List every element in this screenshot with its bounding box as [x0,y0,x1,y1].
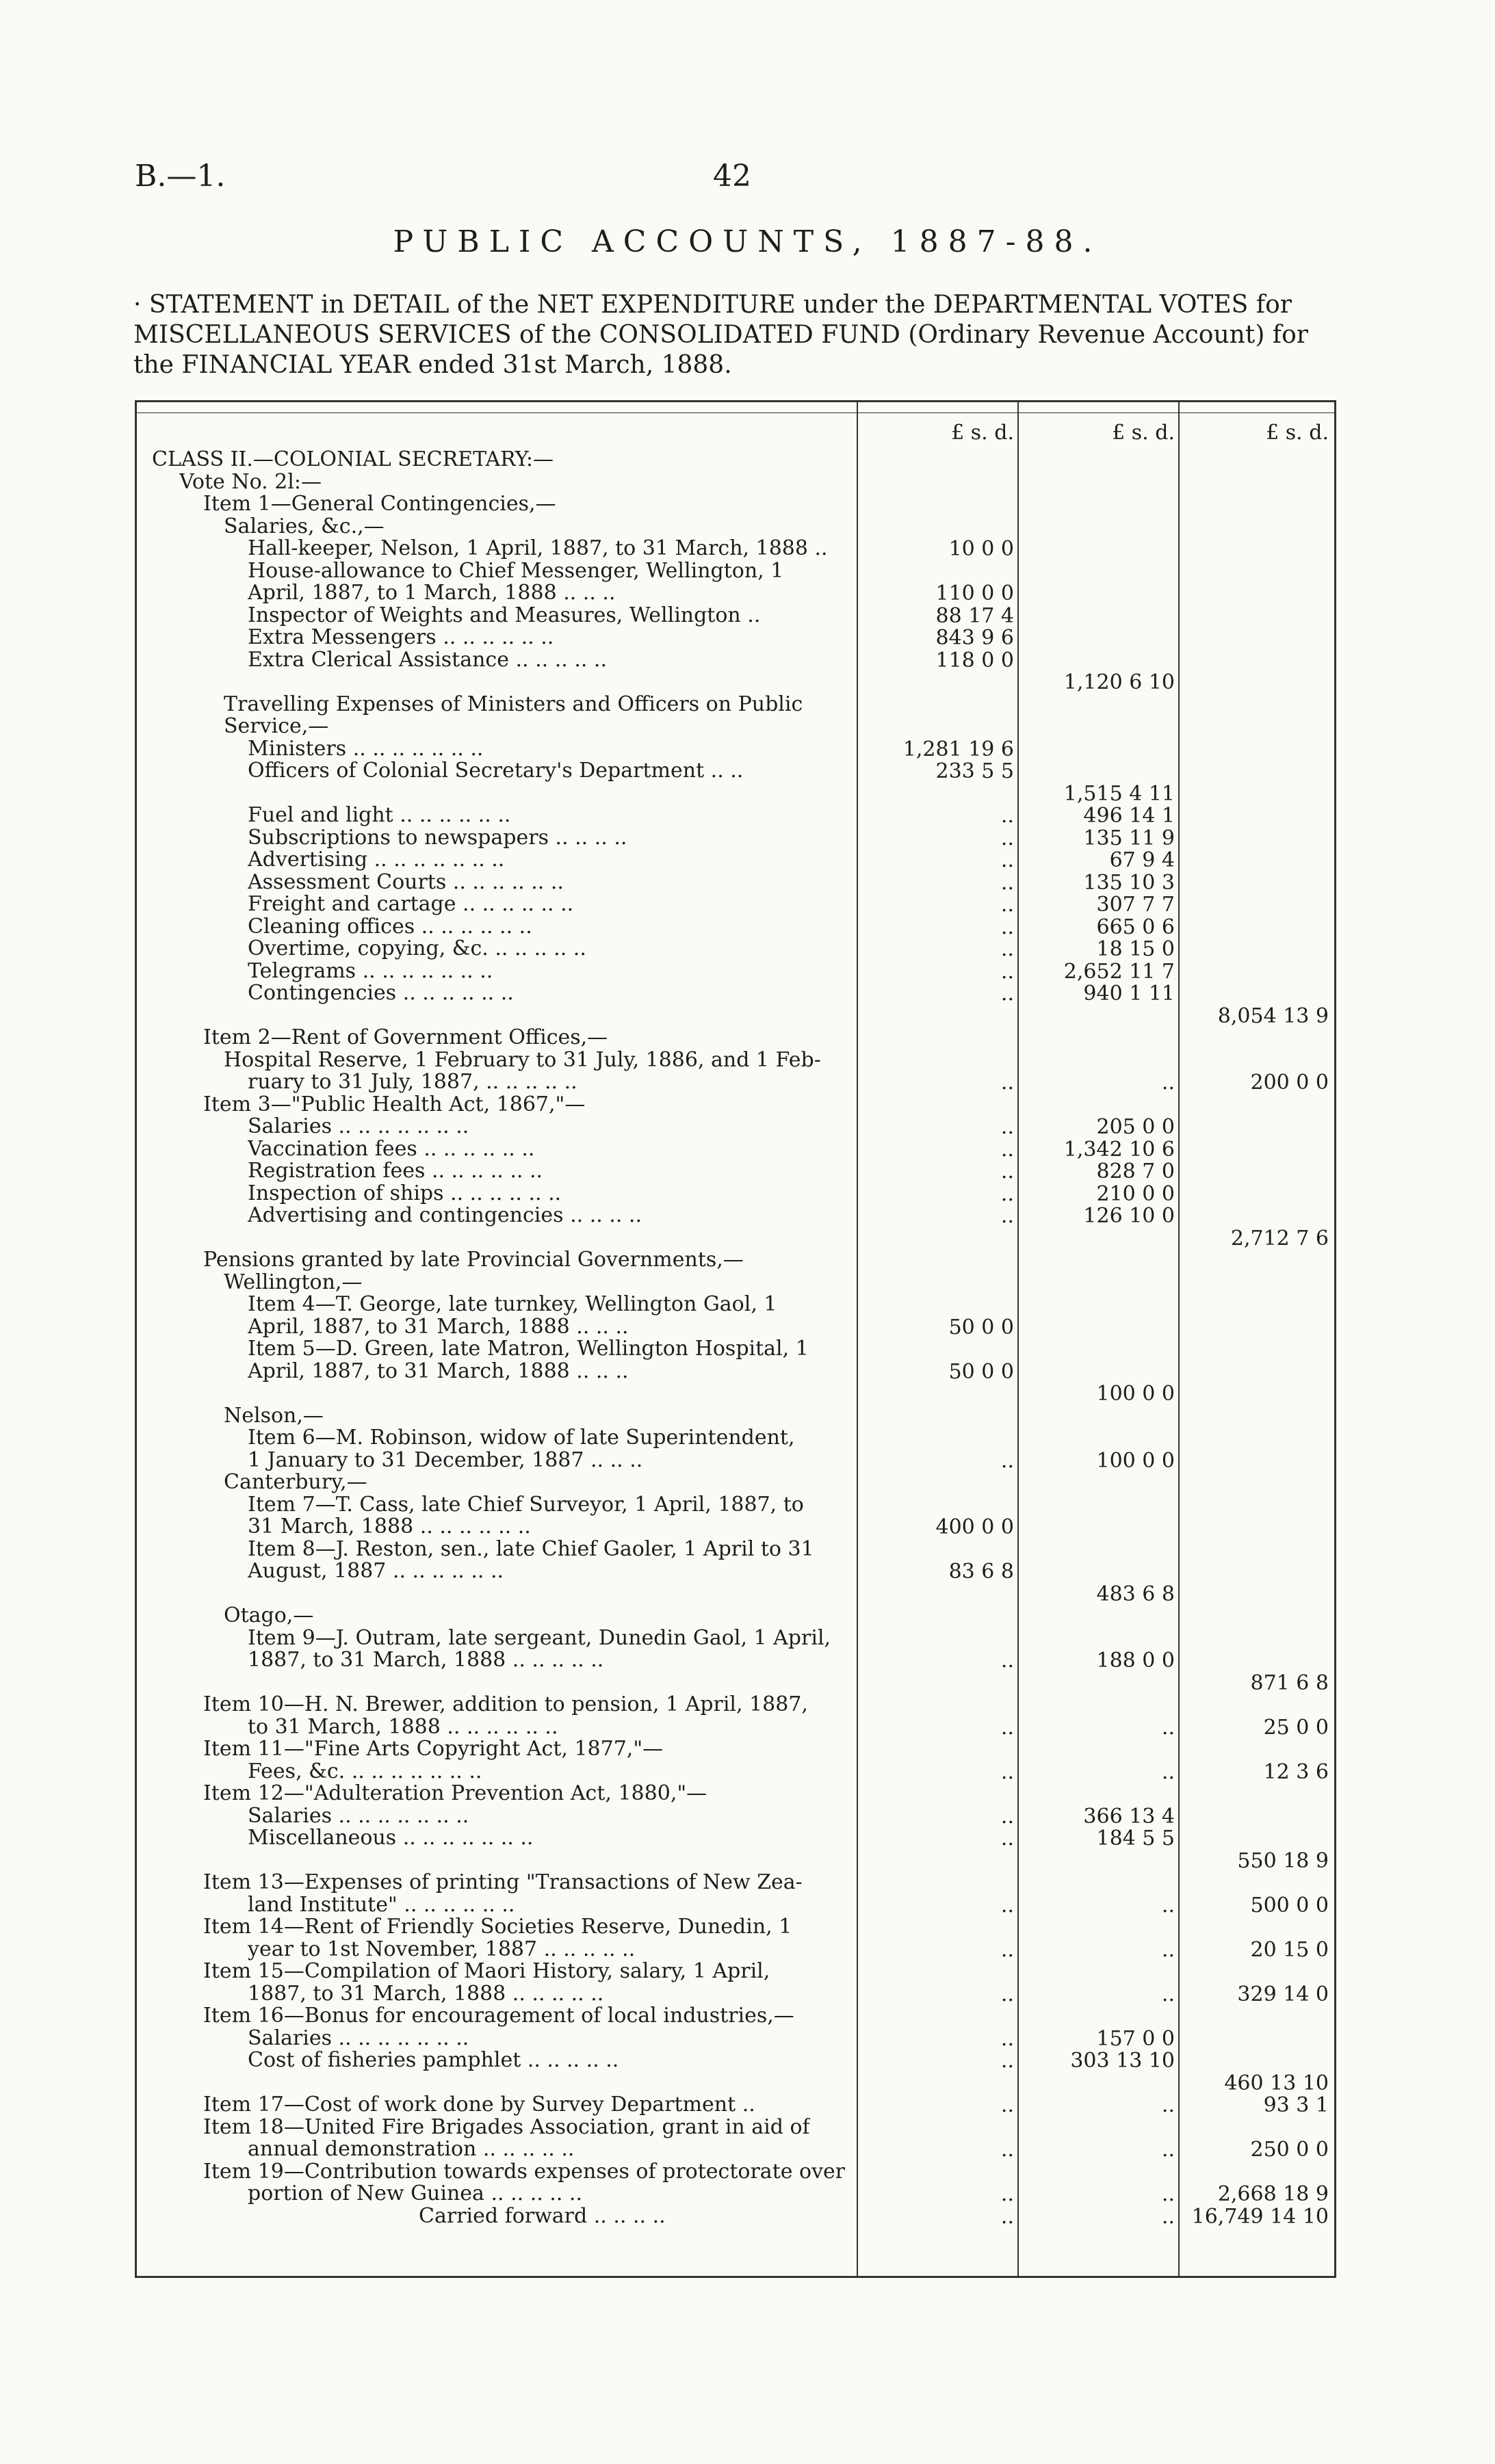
row-amount-b: 188 0 0 [1096,1649,1175,1673]
row-amount-a: .. [1000,1137,1014,1162]
row-description: April, 1887, to 31 March, 1888 .. .. .. [248,1359,629,1383]
table-row [135,2182,1336,2204]
row-amount-c: 16,749 14 10 [1191,2204,1329,2229]
row-description: to 31 March, 1888 .. .. .. .. .. .. [248,1715,558,1739]
table-row [135,1738,1336,1759]
row-description: Carried forward .. .. .. .. [419,2204,666,2228]
table-row [135,937,1336,959]
row-description: Canterbury,— [224,1471,367,1494]
row-amount-b: .. [1161,2204,1175,2229]
row-description: House-allowance to Chief Messenger, Wellington, 1 [248,559,784,583]
row-description: land Institute" .. .. .. .. .. .. [248,1893,515,1917]
statement-heading: · STATEMENT in DETAIL of the NET EXPENDITURE under the DEPARTMENTAL VOTES for MISCELLANEOUS SERVICES of the CONSOLIDATED FUND (Ordinary Revenue Account) for the FINANCIAL YEAR ended 31st March, 1888. [133,291,1309,379]
row-amount-b: 100 0 0 [1096,1448,1175,1473]
row-amount-b: 665 0 6 [1096,915,1175,939]
row-amount-c: 871 6 8 [1250,1670,1329,1695]
row-description: Inspector of Weights and Measures, Wellington .. [248,603,761,627]
table-row [135,1782,1336,1804]
row-amount-b: .. [1161,1982,1175,2006]
row-amount-a: .. [1000,1115,1014,1139]
row-description: August, 1887 .. .. .. .. .. .. [248,1560,504,1583]
table-row [135,1093,1336,1115]
row-amount-a: .. [1000,1759,1014,1784]
table-row [135,782,1336,804]
table-row [135,848,1336,870]
row-description: Extra Messengers .. .. .. .. .. .. [248,626,554,649]
table-row [135,960,1336,982]
row-description: Item 17—Cost of work done by Survey Department .. [203,2093,755,2116]
row-amount-c: 93 3 1 [1263,2093,1329,2117]
expenditure-table [135,400,1336,2278]
table-row [135,826,1336,848]
row-amount-a: 83 6 8 [948,1560,1014,1584]
row-amount-a: .. [1000,982,1014,1006]
table-row [135,693,1336,715]
row-amount-a: .. [1000,804,1014,828]
row-description: Contingencies .. .. .. .. .. .. [248,982,514,1005]
table-row [135,915,1336,937]
table-row [135,1693,1336,1715]
row-amount-b: 303 13 10 [1070,2049,1175,2073]
row-description: Item 7—T. Cass, late Chief Surveyor, 1 April, 1887, to [248,1493,804,1517]
row-amount-a: .. [1000,1649,1014,1673]
row-amount-b: 126 10 0 [1083,1204,1175,1228]
table-row [135,1515,1336,1537]
row-description: Travelling Expenses of Ministers and Officers on Public [224,692,803,716]
row-amount-a: 843 9 6 [935,626,1014,650]
table-row [135,982,1336,1004]
row-description: Cleaning offices .. .. .. .. .. .. [248,915,532,939]
table-row [135,1649,1336,1673]
row-description: Salaries .. .. .. .. .. .. .. [248,1115,469,1138]
table-row [135,1982,1336,2004]
row-description: Item 11—"Fine Arts Copyright Act, 1877,"— [203,1738,664,1761]
row-description: Service,— [224,715,329,738]
row-description: Item 16—Bonus for encouragement of local industries,— [203,2004,794,2028]
table-row [135,1049,1336,1071]
row-description: Fuel and light .. .. .. .. .. .. [248,804,511,827]
table-row [135,471,1336,493]
row-description: 1887, to 31 March, 1888 .. .. .. .. .. [248,1649,604,1672]
row-description: Advertising and contingencies .. .. .. .. [248,1204,642,1227]
table-row [135,670,1336,692]
row-amount-a: 1,281 19 6 [902,737,1014,761]
row-amount-a: .. [1000,1826,1014,1850]
row-amount-a: .. [1000,2138,1014,2162]
row-description: Item 19—Contribution towards expenses of protectorate over [203,2160,846,2184]
row-amount-a: .. [1000,848,1014,872]
row-description: Ministers .. .. .. .. .. .. .. [248,737,484,761]
table-row [135,1271,1336,1293]
row-amount-a: .. [1000,1204,1014,1228]
row-amount-a: .. [1000,1715,1014,1740]
row-description: Salaries .. .. .. .. .. .. .. [248,2026,469,2050]
row-amount-a: .. [1000,959,1014,984]
row-description: year to 1st November, 1887 .. .. .. .. .. [248,1937,636,1961]
row-amount-c: 250 0 0 [1250,2138,1329,2162]
table-row [135,1915,1336,1937]
row-amount-a: .. [1000,1804,1014,1829]
row-amount-a: .. [1000,1181,1014,1206]
row-amount-b: 828 7 0 [1096,1159,1175,1183]
row-description: Overtime, copying, &c. .. .. .. .. .. [248,937,586,960]
table-row [135,1893,1336,1915]
row-amount-b: 184 5 5 [1096,1826,1175,1850]
table-row [135,1426,1336,1448]
row-amount-b: 496 14 1 [1083,804,1175,828]
row-amount-c: 500 0 0 [1250,1893,1329,1917]
table-row [135,1582,1336,1604]
table-row [135,2160,1336,2182]
row-description: Item 14—Rent of Friendly Societies Reserve, Dunedin, 1 [203,1915,792,1939]
row-amount-c: 2,712 7 6 [1230,1226,1329,1250]
row-amount-c: 550 18 9 [1237,1848,1329,1873]
table-row [135,1849,1336,1871]
table-row [135,1315,1336,1337]
table-row [135,1716,1336,1738]
row-amount-a: .. [1000,826,1014,850]
table-row [135,1360,1336,1382]
row-amount-b: 67 9 4 [1109,848,1175,872]
row-description: Pensions granted by late Provincial Governments,— [203,1248,744,1272]
row-description: Wellington,— [224,1270,363,1294]
table-row [135,1026,1336,1048]
table-row [135,1004,1336,1026]
row-amount-b: 205 0 0 [1096,1115,1175,1139]
row-amount-a: 88 17 4 [935,603,1014,628]
table-row [135,893,1336,915]
table-row [135,759,1336,781]
table-row [135,493,1336,514]
row-amount-a: .. [1000,2204,1014,2229]
table-row [135,1382,1336,1404]
table-row [135,804,1336,826]
row-description: Item 2—Rent of Government Offices,— [203,1026,608,1049]
table-row [135,560,1336,581]
row-description: Item 5—D. Green, late Matron, Wellington Hospital, 1 [248,1337,809,1361]
table-row [135,604,1336,626]
row-description: Cost of fisheries pamphlet .. .. .. .. .. [248,2049,619,2072]
table-row [135,626,1336,648]
row-amount-c: 25 0 0 [1263,1715,1329,1740]
table-row [135,1560,1336,1582]
row-description: Item 1—General Contingencies,— [203,493,556,516]
row-amount-c: 12 3 6 [1263,1759,1329,1784]
row-amount-c: 8,054 13 9 [1217,1004,1329,1028]
row-description: Item 4—T. George, late turnkey, Wellington Gaol, 1 [248,1293,777,1316]
row-description: Advertising .. .. .. .. .. .. .. [248,848,505,871]
row-amount-b: 366 13 4 [1083,1804,1175,1829]
row-amount-b: .. [1161,2182,1175,2206]
row-amount-c: 200 0 0 [1250,1071,1329,1095]
table-row [135,2027,1336,2049]
row-description: Registration fees .. .. .. .. .. .. [248,1159,543,1183]
row-description: 31 March, 1888 .. .. .. .. .. .. [248,1515,531,1538]
table-row [135,2071,1336,2093]
row-amount-a: .. [1000,937,1014,961]
row-amount-a: .. [1000,915,1014,939]
row-amount-b: .. [1161,1759,1175,1784]
table-row [135,1493,1336,1515]
row-amount-b: 483 6 8 [1096,1582,1175,1606]
row-description: Item 13—Expenses of printing "Transactions of New Zea- [203,1871,803,1894]
row-description: Item 12—"Adulteration Prevention Act, 1880,"— [203,1782,707,1805]
row-amount-a: .. [1000,1448,1014,1473]
table-row [135,581,1336,603]
row-amount-b: 157 0 0 [1096,2026,1175,2051]
row-description: April, 1887, to 1 March, 1888 .. .. .. [248,581,616,605]
table-row [135,737,1336,759]
row-amount-b: 135 10 3 [1083,870,1175,895]
table-row [135,1449,1336,1471]
table-row [135,515,1336,537]
row-description: Miscellaneous .. .. .. .. .. .. .. [248,1826,534,1850]
row-amount-b: .. [1161,2138,1175,2162]
row-description: Hospital Reserve, 1 February to 31 July, 1886, and 1 Feb- [224,1048,821,1072]
row-description: Item 9—J. Outram, late sergeant, Dunedin Gaol, 1 April, [248,1626,831,1650]
table-row [135,1871,1336,1893]
row-amount-b: 940 1 11 [1083,982,1175,1006]
row-amount-a: 110 0 0 [935,581,1014,605]
row-amount-a: .. [1000,870,1014,895]
row-description: Officers of Colonial Secretary's Department .. .. [248,759,744,783]
table-row [135,1538,1336,1560]
row-description: Salaries, &c.,— [224,514,385,538]
table-row [135,2049,1336,2071]
row-description: Item 18—United Fire Brigades Association, grant in aid of [203,2115,810,2139]
row-description: Otago,— [224,1604,314,1627]
row-description: Salaries .. .. .. .. .. .. .. [248,1804,469,1828]
row-amount-a: .. [1000,2093,1014,2117]
row-description: Vote No. 2l:— [179,470,322,494]
row-amount-a: .. [1000,1159,1014,1183]
row-amount-b: 1,120 6 10 [1063,670,1175,694]
column-header-1: £ s. d. [951,421,1014,445]
row-description: Nelson,— [224,1404,324,1428]
row-amount-b: 100 0 0 [1096,1382,1175,1406]
row-amount-a: .. [1000,1071,1014,1095]
table-row [135,715,1336,737]
row-amount-c: 329 14 0 [1237,1982,1329,2006]
table-row [135,2205,1336,2227]
table-row [135,1182,1336,1204]
row-amount-a: 50 0 0 [948,1315,1014,1339]
table-row [135,1938,1336,1960]
table-row [135,1071,1336,1095]
row-description: Item 6—M. Robinson, widow of late Superintendent, [248,1426,795,1450]
table-row [135,2138,1336,2160]
row-amount-c: 20 15 0 [1250,1937,1329,1962]
row-description: Extra Clerical Assistance .. .. .. .. .. [248,648,607,672]
row-amount-b: 2,652 11 7 [1063,959,1175,984]
table-row [135,871,1336,893]
table-row [135,2093,1336,2115]
row-amount-a: 400 0 0 [935,1515,1014,1539]
row-amount-b: .. [1161,2093,1175,2117]
table-row [135,1204,1336,1226]
row-description: Vaccination fees .. .. .. .. .. .. [248,1137,535,1161]
row-amount-a: .. [1000,2182,1014,2206]
column-header-3: £ s. d. [1266,421,1329,445]
table-row [135,1248,1336,1270]
row-description: Inspection of ships .. .. .. .. .. .. [248,1181,562,1205]
table-row [135,1137,1336,1162]
table-row [135,1627,1336,1649]
row-amount-b: 1,342 10 6 [1063,1137,1175,1162]
row-description: Assessment Courts .. .. .. .. .. .. [248,870,564,894]
row-description: Fees, &c. .. .. .. .. .. .. .. [248,1759,482,1783]
table-row [135,537,1336,559]
table-row [135,2004,1336,2026]
row-description: 1 January to 31 December, 1887 .. .. .. [248,1448,643,1472]
row-amount-b: .. [1161,1715,1175,1740]
table-row [135,1115,1336,1137]
row-amount-a: 233 5 5 [935,759,1014,783]
row-description: CLASS II.—COLONIAL SECRETARY:— [152,448,554,471]
row-amount-a: .. [1000,2026,1014,2051]
row-amount-a: 10 0 0 [948,537,1014,561]
table-row [135,1159,1336,1181]
table-row [135,1293,1336,1315]
table-row [135,1804,1336,1829]
table-row [135,648,1336,670]
row-amount-c: 2,668 18 9 [1217,2182,1329,2206]
row-amount-a: .. [1000,1893,1014,1917]
table-row [135,1337,1336,1359]
row-amount-b: .. [1161,1893,1175,1917]
row-description: Item 10—H. N. Brewer, addition to pension, 1 April, 1887, [203,1693,808,1716]
row-amount-b: 135 11 9 [1083,826,1175,850]
row-amount-a: 118 0 0 [935,648,1014,672]
page-title: PUBLIC ACCOUNTS, 1887-88. [393,224,1102,259]
row-description: portion of New Guinea .. .. .. .. .. [248,2182,582,2205]
row-description: Item 15—Compilation of Maori History, salary, 1 April, [203,1960,770,1983]
row-amount-a: .. [1000,1982,1014,2006]
row-amount-c: 460 13 10 [1224,2071,1329,2095]
row-description: Hall-keeper, Nelson, 1 April, 1887, to 31 March, 1888 .. [248,537,828,560]
row-description: Telegrams .. .. .. .. .. .. .. [248,959,493,983]
row-description: 1887, to 31 March, 1888 .. .. .. .. .. [248,1982,604,2006]
table-row [135,448,1336,470]
row-amount-b: 18 15 0 [1096,937,1175,961]
row-amount-a: 50 0 0 [948,1359,1014,1384]
row-amount-b: 1,515 4 11 [1063,781,1175,806]
row-description: annual demonstration .. .. .. .. .. [248,2138,575,2161]
page-number: 42 [713,159,751,194]
document-reference: B.—1. [135,159,226,194]
table-row [135,1471,1336,1493]
row-description: Item 8—J. Reston, sen., late Chief Gaoler, 1 April to 31 [248,1537,814,1561]
row-amount-a: .. [1000,893,1014,917]
row-amount-b: .. [1161,1071,1175,1095]
row-amount-a: .. [1000,2049,1014,2073]
row-description: Freight and cartage .. .. .. .. .. .. [248,893,574,916]
table-row [135,1826,1336,1848]
row-amount-b: .. [1161,1937,1175,1962]
row-description: April, 1887, to 31 March, 1888 .. .. .. [248,1315,629,1339]
row-amount-a: .. [1000,1937,1014,1962]
table-row [135,1227,1336,1248]
row-description: ruary to 31 July, 1887, .. .. .. .. .. [248,1071,577,1094]
row-description: Item 3—"Public Health Act, 1867,"— [203,1092,586,1116]
table-row [135,1604,1336,1626]
table-row [135,1671,1336,1693]
row-amount-b: 210 0 0 [1096,1181,1175,1206]
table-row [135,2116,1336,2138]
table-row [135,1760,1336,1782]
table-row [135,1960,1336,1982]
row-amount-b: 307 7 7 [1096,893,1175,917]
column-header-2: £ s. d. [1112,421,1175,445]
row-description: Subscriptions to newspapers .. .. .. .. [248,826,627,850]
table-row [135,1404,1336,1426]
